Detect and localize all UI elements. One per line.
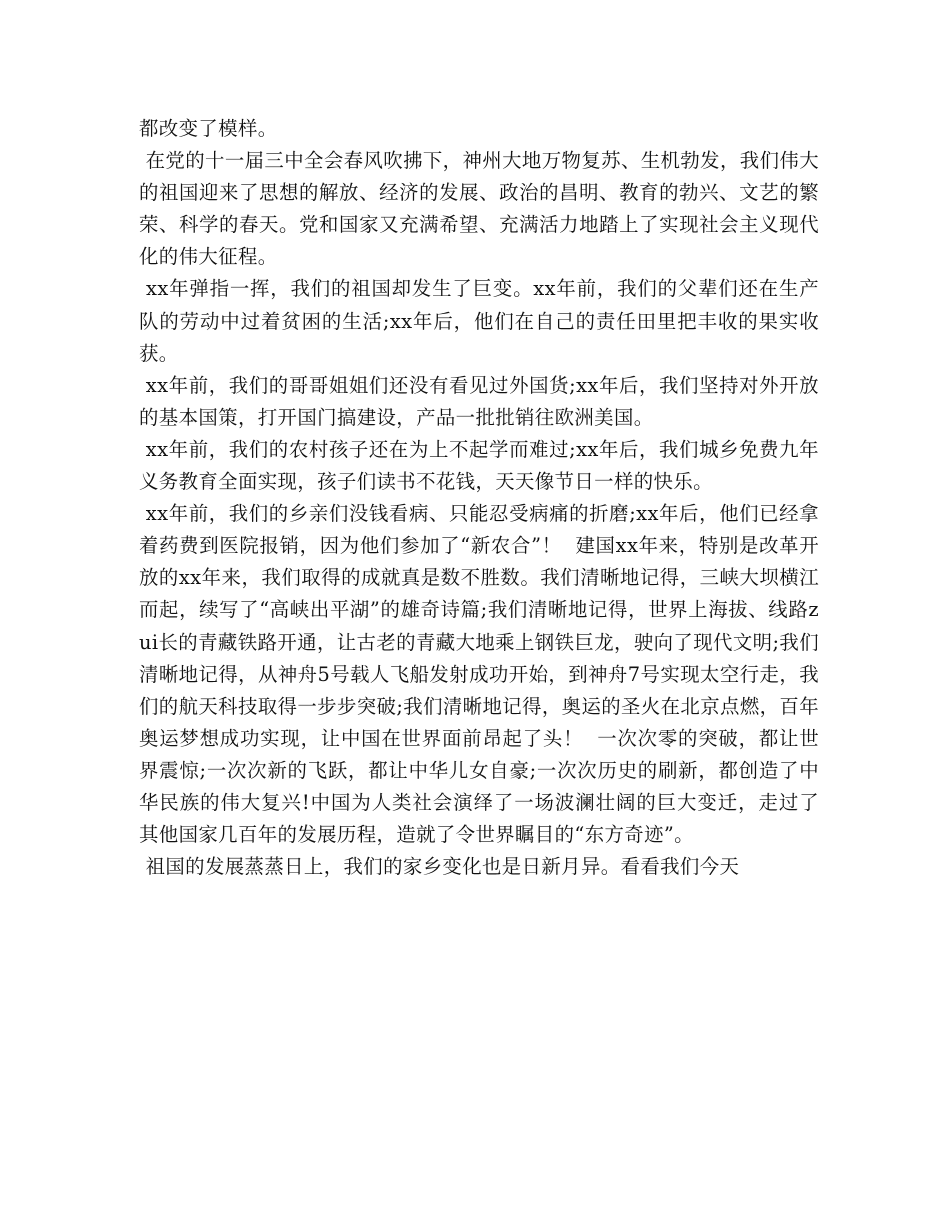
paragraph-3: xx年弹指一挥，我们的祖国却发生了巨变。xx年前，我们的父辈们还在生产队的劳动中过着贫困的生活;xx年后，他们在自己的责任田里把丰收的果实收获。 (139, 277, 819, 365)
paragraph-2: 在党的十一届三中全会春风吹拂下，神州大地万物复苏、生机勃发，我们伟大的祖国迎来了思想的解放、经济的发展、政治的昌明、教育的勃兴、文艺的繁荣、科学的春天。党和国家又充满希望、充满活力地踏上了实现社会主义现代化的伟大征程。 (139, 149, 819, 269)
paragraph-1: 都改变了模样。 (139, 117, 278, 140)
document-body (139, 113, 819, 883)
paragraph-7: 祖国的发展蒸蒸日上，我们的家乡变化也是日新月异。看看我们今天 (139, 855, 740, 879)
paragraph-5: xx年前，我们的农村孩子还在为上不起学而难过;xx年后，我们城乡免费九年义务教育全面实现，孩子们读书不花钱，天天像节日一样的快乐。 (139, 437, 819, 494)
paragraph-4: xx年前，我们的哥哥姐姐们还没有看见过外国货;xx年后，我们坚持对外开放的基本国策，打开国门搞建设，产品一批批销往欧洲美国。 (139, 373, 819, 429)
paragraph-6: xx年前，我们的乡亲们没钱看病、只能忍受病痛的折磨;xx年后，他们已经拿着药费到医院报销，因为他们参加了“新农合”！ 建国xx年来，特别是改革开放的xx年来，我们取得的成就真是数不胜数。我们清晰地记得，三峡大坝横江而起，续写了“高峡出平湖”的雄奇诗篇;我们清晰地记得，世界上海拔、线路zui长的青藏铁路开通，让古老的青藏大地乘上钢铁巨龙，驶向了现代文明;我们清晰地记得，从神舟5号载人飞船发射成功开始，到神舟7号实现太空行走，我们的航天科技取得一步步突破;我们清晰地记得，奥运的圣火在北京点燃，百年奥运梦想成功实现，让中国在世界面前昂起了头！ 一次次零的突破，都让世界震惊;一次次新的飞跃，都让中华儿女自豪;一次次历史的刷新，都创造了中华民族的伟大复兴!中国为人类社会演绎了一场波澜壮阔的巨大变迁，走过了其他国家几百年的发展历程，造就了令世界瞩目的“东方奇迹”。 (139, 502, 819, 847)
